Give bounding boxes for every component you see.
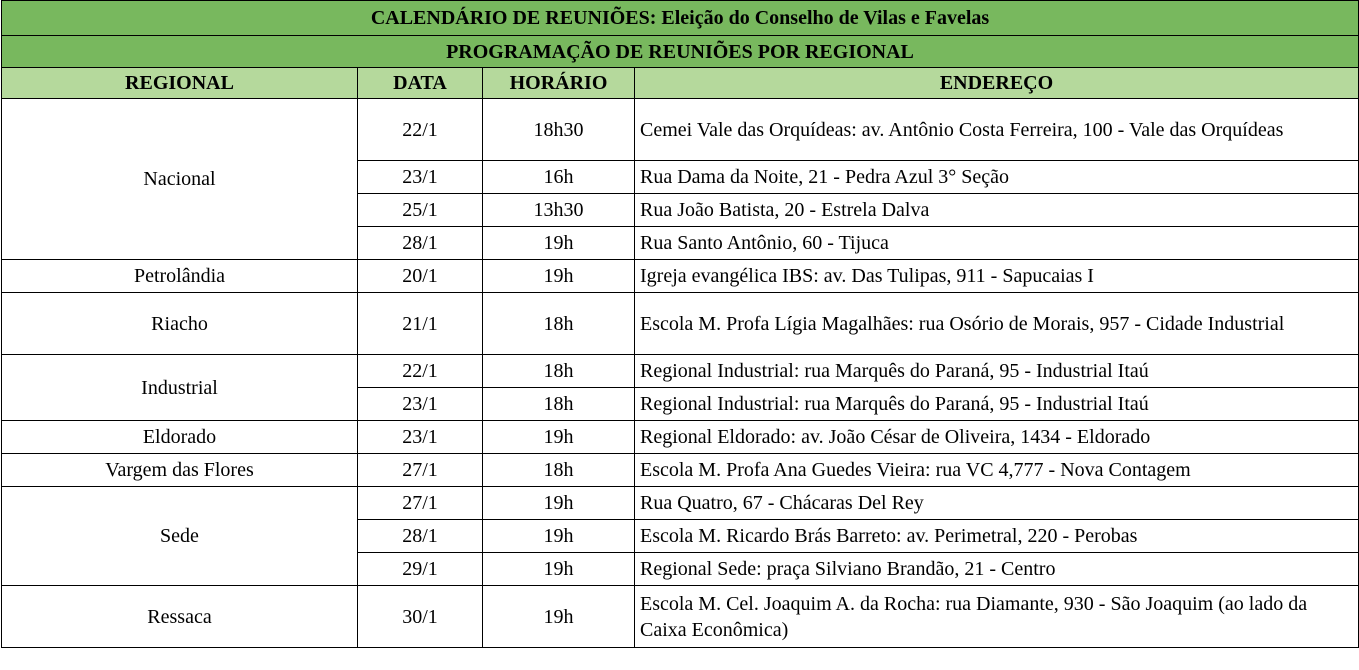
- time-cell: 18h: [483, 355, 635, 388]
- address-cell: Regional Sede: praça Silviano Brandão, 21 - Centro: [635, 553, 1359, 586]
- date-cell: 23/1: [358, 388, 483, 421]
- header-regional: REGIONAL: [2, 68, 358, 99]
- address-cell: Cemei Vale das Orquídeas: av. Antônio Costa Ferreira, 100 - Vale das Orquídeas: [635, 99, 1359, 161]
- time-cell: 19h: [483, 520, 635, 553]
- time-cell: 19h: [483, 227, 635, 260]
- date-cell: 22/1: [358, 99, 483, 161]
- table-row: [2, 487, 1359, 520]
- date-cell: 27/1: [358, 487, 483, 520]
- address-cell: Rua Santo Antônio, 60 - Tijuca: [635, 227, 1359, 260]
- regional-cell: Petrolândia: [2, 260, 358, 293]
- time-cell: 19h: [483, 421, 635, 454]
- time-cell: 18h: [483, 388, 635, 421]
- address-cell: Rua Dama da Noite, 21 - Pedra Azul 3° Seção: [635, 161, 1359, 194]
- date-cell: 25/1: [358, 194, 483, 227]
- date-cell: 20/1: [358, 260, 483, 293]
- date-cell: 30/1: [358, 586, 483, 648]
- table-row: [2, 421, 1359, 454]
- regional-cell: Industrial: [2, 355, 358, 421]
- address-cell: Escola M. Cel. Joaquim A. da Rocha: rua Diamante, 930 - São Joaquim (ao lado da Caixa Econômica): [635, 586, 1359, 648]
- header-data: DATA: [358, 68, 483, 99]
- time-cell: 18h30: [483, 99, 635, 161]
- table-body: [2, 1, 1359, 648]
- address-cell: Regional Eldorado: av. João César de Oliveira, 1434 - Eldorado: [635, 421, 1359, 454]
- time-cell: 19h: [483, 586, 635, 648]
- table-row: [2, 454, 1359, 487]
- time-cell: 19h: [483, 553, 635, 586]
- time-cell: 13h30: [483, 194, 635, 227]
- regional-cell: Vargem das Flores: [2, 454, 358, 487]
- table-row: [2, 293, 1359, 355]
- address-cell: Igreja evangélica IBS: av. Das Tulipas, 911 - Sapucaias I: [635, 260, 1359, 293]
- date-cell: 22/1: [358, 355, 483, 388]
- regional-cell: Ressaca: [2, 586, 358, 648]
- time-cell: 16h: [483, 161, 635, 194]
- time-cell: 19h: [483, 260, 635, 293]
- regional-cell: Riacho: [2, 293, 358, 355]
- date-cell: 21/1: [358, 293, 483, 355]
- header-endereco: ENDEREÇO: [635, 68, 1359, 99]
- meetings-table: [1, 0, 1359, 648]
- date-cell: 23/1: [358, 421, 483, 454]
- table-row: [2, 99, 1359, 161]
- header-horario: HORÁRIO: [483, 68, 635, 99]
- subtitle-row: [2, 36, 1359, 68]
- table-subtitle: PROGRAMAÇÃO DE REUNIÕES POR REGIONAL: [2, 36, 1359, 68]
- address-cell: Escola M. Ricardo Brás Barreto: av. Perimetral, 220 - Perobas: [635, 520, 1359, 553]
- regional-cell: Sede: [2, 487, 358, 586]
- date-cell: 28/1: [358, 227, 483, 260]
- time-cell: 18h: [483, 454, 635, 487]
- address-cell: Escola M. Profa Ana Guedes Vieira: rua VC 4,777 - Nova Contagem: [635, 454, 1359, 487]
- table-row: [2, 355, 1359, 388]
- title-row: [2, 1, 1359, 36]
- address-cell: Rua Quatro, 67 - Chácaras Del Rey: [635, 487, 1359, 520]
- table-row: [2, 260, 1359, 293]
- date-cell: 27/1: [358, 454, 483, 487]
- regional-cell: Eldorado: [2, 421, 358, 454]
- address-cell: Regional Industrial: rua Marquês do Paraná, 95 - Industrial Itaú: [635, 388, 1359, 421]
- date-cell: 23/1: [358, 161, 483, 194]
- time-cell: 18h: [483, 293, 635, 355]
- time-cell: 19h: [483, 487, 635, 520]
- table-title: CALENDÁRIO DE REUNIÕES: Eleição do Conselho de Vilas e Favelas: [2, 1, 1359, 36]
- regional-cell: Nacional: [2, 99, 358, 260]
- address-cell: Escola M. Profa Lígia Magalhães: rua Osório de Morais, 957 - Cidade Industrial: [635, 293, 1359, 355]
- address-cell: Regional Industrial: rua Marquês do Paraná, 95 - Industrial Itaú: [635, 355, 1359, 388]
- address-cell: Rua João Batista, 20 - Estrela Dalva: [635, 194, 1359, 227]
- date-cell: 29/1: [358, 553, 483, 586]
- table-row: [2, 586, 1359, 648]
- date-cell: 28/1: [358, 520, 483, 553]
- header-row: [2, 68, 1359, 99]
